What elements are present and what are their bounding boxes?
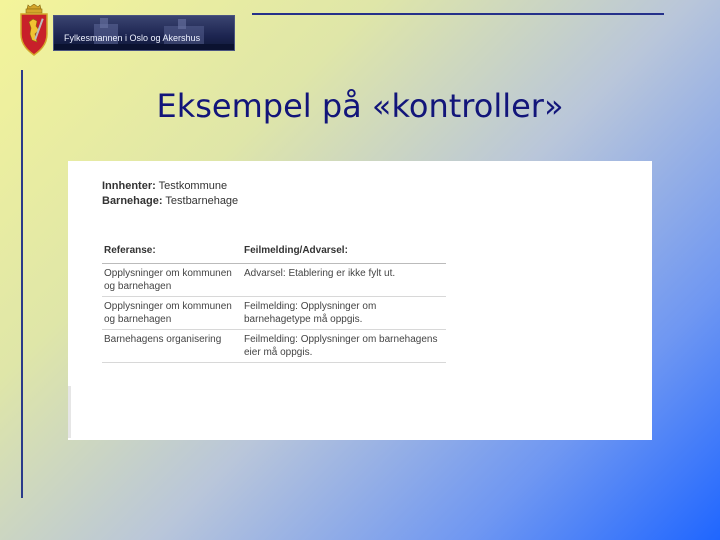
table-row: [102, 264, 446, 297]
header-divider: [252, 13, 664, 15]
meta-label: Barnehage:: [102, 195, 163, 207]
meta-label: Innhenter:: [102, 180, 156, 192]
scroll-edge: [68, 386, 71, 438]
meta-barnehage: [102, 194, 238, 209]
column-header-message: Feilmelding/Advarsel:: [242, 241, 446, 264]
reference-cell: Barnehagens organisering: [102, 330, 242, 363]
organization-name: Fylkesmannen i Oslo og Akershus: [64, 33, 201, 43]
message-cell: Advarsel: Etablering er ikke fylt ut.: [242, 264, 446, 297]
reference-cell: Opplysninger om kommunen og barnehagen: [102, 297, 242, 330]
left-divider: [21, 70, 23, 498]
meta-innhenter: [102, 179, 238, 194]
table-row: [102, 297, 446, 330]
organization-banner: [53, 15, 235, 51]
table-header-row: [102, 241, 446, 264]
meta-value: Testkommune: [158, 180, 228, 192]
column-header-reference: Referanse:: [102, 241, 242, 264]
coat-of-arms-logo: [18, 4, 50, 56]
validation-table: [102, 241, 446, 363]
report-screenshot: [68, 161, 652, 440]
message-cell: Feilmelding: Opplysninger om barnehagens eier må oppgis.: [242, 330, 446, 363]
reference-cell: Opplysninger om kommunen og barnehagen: [102, 264, 242, 297]
report-meta: [102, 179, 238, 209]
message-cell: Feilmelding: Opplysninger om barnehagetype må oppgis.: [242, 297, 446, 330]
meta-value: Testbarnehage: [165, 195, 239, 207]
table-row: [102, 330, 446, 363]
slide-title: Eksempel på «kontroller»: [156, 87, 564, 125]
